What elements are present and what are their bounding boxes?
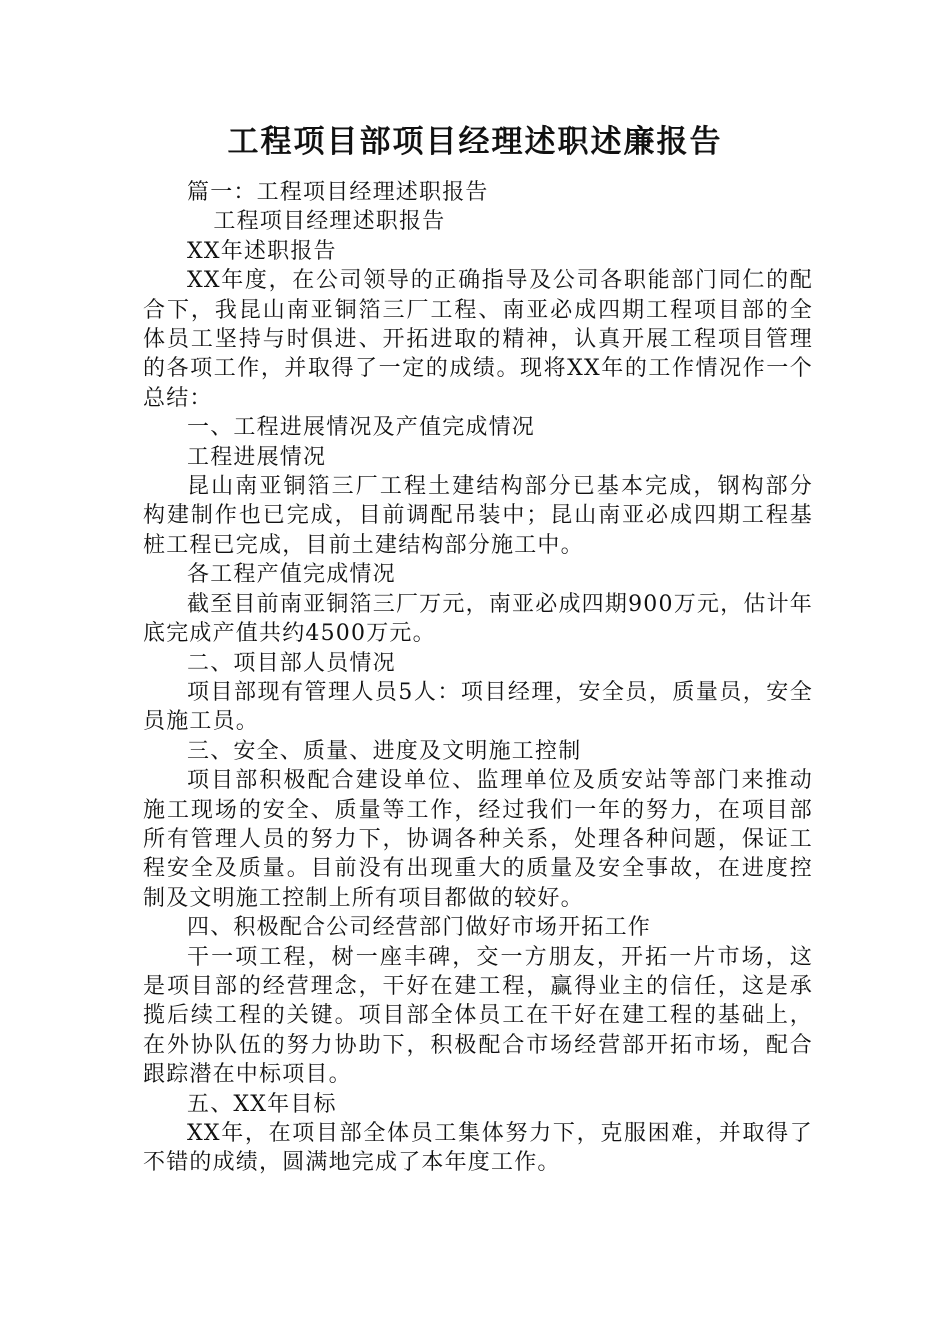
body-paragraph: XX年度，在公司领导的正确指导及公司各职能部门同仁的配合下，我昆山南亚铜箔三厂工程、南亚必成四期工程项目部的全体员工坚持与时俱进、开拓进取的精神，认真开展工程项目管理的各项工作，并取得了一定的成绩。现将XX年的工作情况作一个总结： (143, 268, 813, 411)
section-heading: 篇一：工程项目经理述职报告 (187, 180, 489, 205)
section-heading: 二、项目部人员情况 (187, 650, 396, 676)
body-paragraph: XX年，在项目部全体员工集体努力下，克服困难，并取得了不错的成绩，圆满地完成了本年度工作。 (143, 1121, 813, 1176)
section-heading: 三、安全、质量、进度及文明施工控制 (187, 738, 582, 764)
body-paragraph: 截至目前南亚铜箔三厂万元，南亚必成四期900万元，估计年底完成产值共约4500万元。 (143, 591, 813, 647)
body-paragraph: 项目部积极配合建设单位、监理单位及质安站等部门来推动施工现场的安全、质量等工作，经过我们一年的努力，在项目部所有管理人员的努力下，协调各种关系，处理各种问题，保证工程安全及质量。目前没有出现重大的质量及安全事故，在进度控制及文明施工控制上所有项目都做的较好。 (143, 768, 813, 911)
subsection-heading: 工程进展情况 (187, 444, 327, 470)
section-heading: 五、XX年目标 (187, 1091, 337, 1117)
body-paragraph: 项目部现有管理人员5人：项目经理，安全员，质量员，安全员施工员。 (143, 679, 813, 735)
body-paragraph: 昆山南亚铜箔三厂工程土建结构部分已基本完成，钢构部分构建制作也已完成，目前调配吊装中；昆山南亚必成四期工程基桩工程已完成，目前土建结构部分施工中。 (143, 474, 813, 558)
section-heading: 四、积极配合公司经营部门做好市场开拓工作 (187, 915, 652, 941)
section-heading: 一、工程进展情况及产值完成情况 (187, 415, 536, 441)
document-body (143, 178, 813, 1178)
body-paragraph: 干一项工程，树一座丰碑，交一方朋友，开拓一片市场，这是项目部的经营理念，干好在建工程，赢得业主的信任，这是承揽后续工程的关键。项目部全体员工在干好在建工程的基础上，在外协队伍的努力协助下，积极配合市场经营部开拓市场，配合跟踪潜在中标项目。 (143, 944, 813, 1088)
report-subtitle: 工程项目经理述职报告 (213, 209, 446, 235)
subsection-heading: 各工程产值完成情况 (187, 562, 396, 588)
document-title: 工程项目部项目经理述职述廉报告 (227, 124, 723, 160)
report-heading: XX年述职报告 (187, 238, 337, 264)
